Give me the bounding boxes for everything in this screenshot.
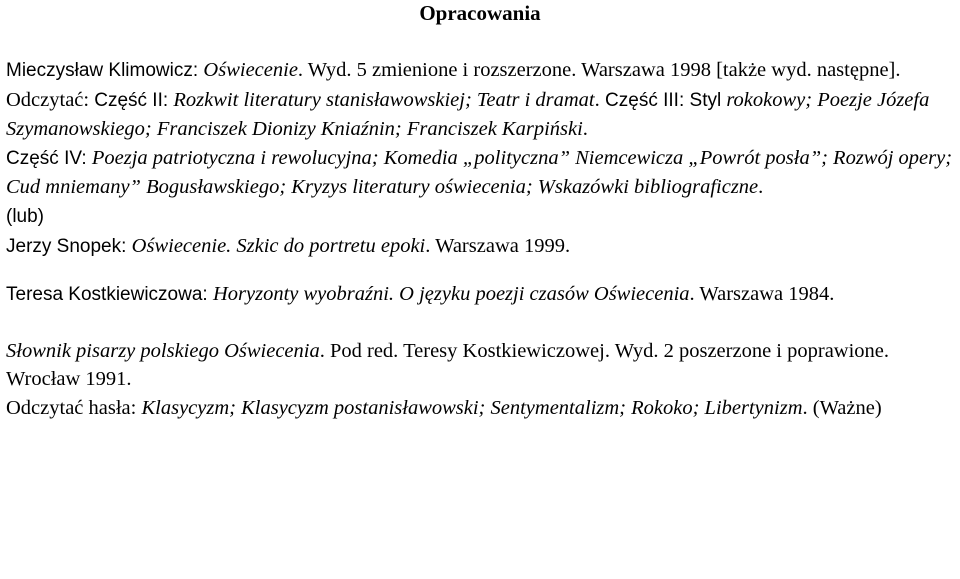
entries-slownik: Klasycyzm; Klasycyzm postanisławowski; Sentymentalizm; Rokoko; Libertynizm xyxy=(141,396,803,419)
book-title-snopek: Oświecenie. Szkic do portretu epoki xyxy=(131,234,426,257)
entry-slownik xyxy=(6,337,954,423)
part2-end: . xyxy=(594,88,600,111)
part4-items: Poezja patriotyczna i rewolucyjna; Komedia „polityczna” Niemcewicza „Powrót posła”; Rozwój opery; Cud mniemany” Bogusławskiego; Kryzys literatury oświecenia; Wskazówki bibliograficzne xyxy=(6,146,953,199)
part3-first: Styl xyxy=(689,89,722,111)
part2-label: Część II: xyxy=(94,89,174,111)
entry-kostkiewiczowa xyxy=(6,280,954,310)
details-klimowicz: . Wyd. 5 zmienione i rozszerzone. Warszawa 1998 [także wyd. następne]. xyxy=(297,59,901,81)
part4-end: . xyxy=(758,176,764,199)
details-kostkiewiczowa: . Warszawa 1984. xyxy=(689,283,835,306)
details-snopek: . Warszawa 1999. xyxy=(425,234,571,257)
author-kostkiewiczowa: Teresa Kostkiewiczowa: xyxy=(6,284,213,306)
page-title: Opracowania xyxy=(419,1,541,25)
author-snopek: Jerzy Snopek: xyxy=(6,235,132,257)
entry-klimowicz xyxy=(6,56,954,232)
part3-items: rokokowy; Poezje Józefa Szymanowskiego; Franciszek Dionizy Kniaźnin; Franciszek Karpiński xyxy=(6,88,930,141)
read-label-slownik: Odczytać hasła: xyxy=(6,396,142,419)
part3-label: Część III: xyxy=(599,89,690,111)
author-klimowicz: Mieczysław Klimowicz: xyxy=(6,60,204,81)
part3-end: . xyxy=(582,118,588,141)
or-label: (lub) xyxy=(6,205,45,227)
important-note: . (Ważne) xyxy=(802,396,882,419)
part2-items: Rozkwit literatury stanisławowskiej; Teatr i dramat xyxy=(173,88,595,111)
part4-label: Część IV: xyxy=(6,147,92,169)
read-label-klimowicz: Odczytać: xyxy=(6,88,95,111)
details-slownik: . Pod red. Teresy Kostkiewiczowej. Wyd. 2 poszerzone i poprawione. Wrocław 1991. xyxy=(6,339,890,391)
book-title-slownik: Słownik pisarzy polskiego Oświecenia xyxy=(6,339,320,362)
document-page xyxy=(6,0,954,423)
book-title-klimowicz: Oświecenie xyxy=(203,59,298,81)
book-title-kostkiewiczowa: Horyzonty wyobraźni. O języku poezji czasów Oświecenia xyxy=(212,283,690,306)
entry-snopek xyxy=(6,232,954,262)
